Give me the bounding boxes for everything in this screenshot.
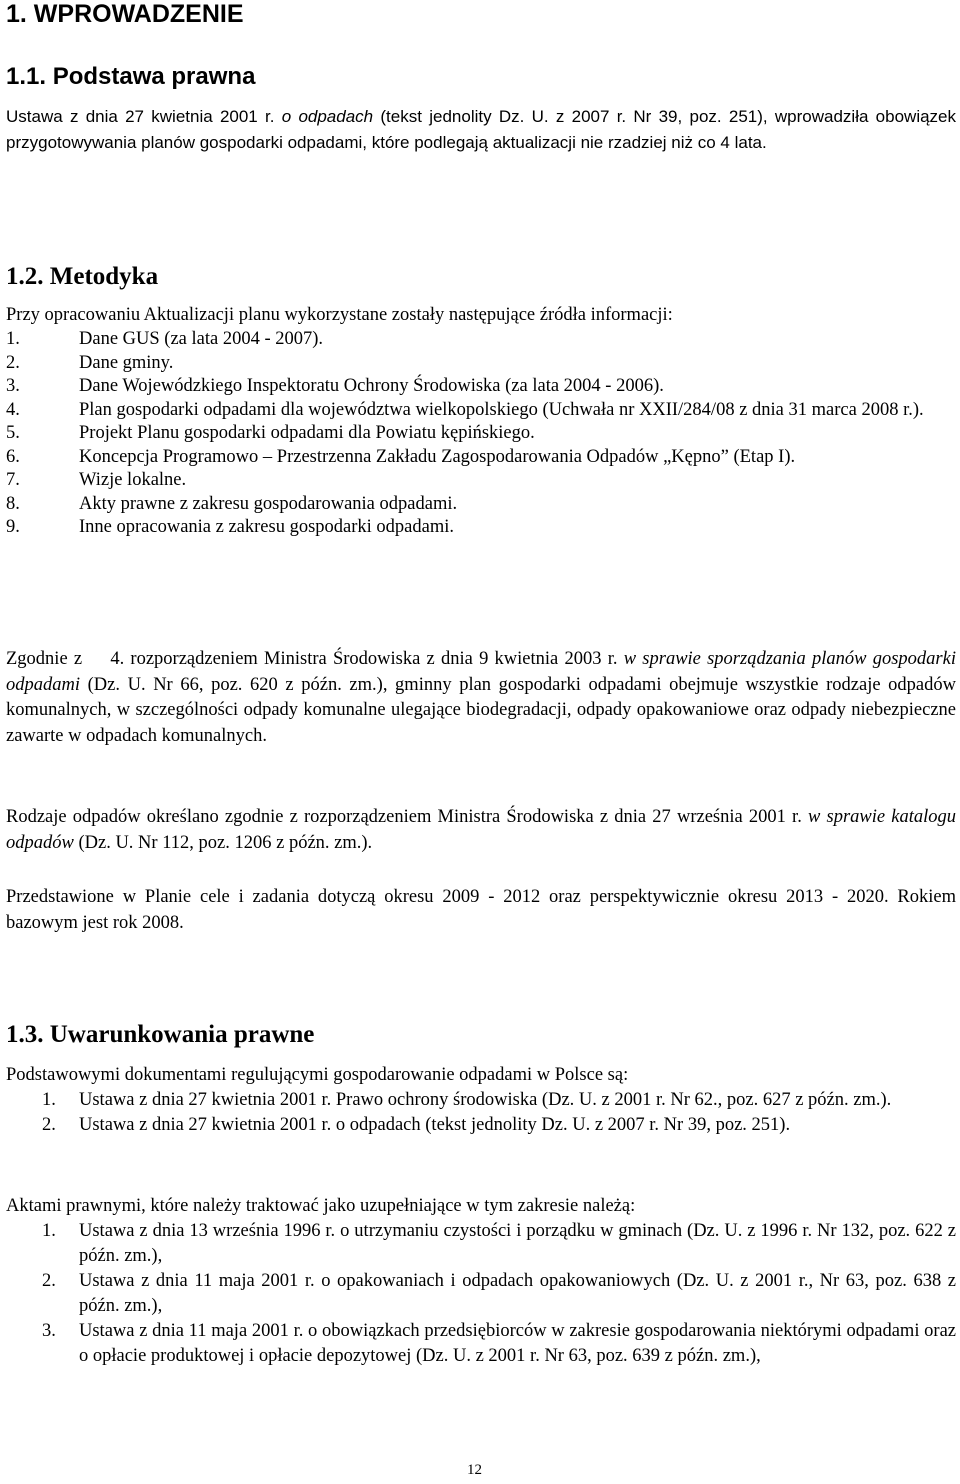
list-item-number: 2. [6,352,20,373]
list-item-text: Ustawa z dnia 11 maja 2001 r. o opakowaniach i odpadach opakowaniowych (Dz. U. z 2001 r., Nr 63, poz. 638 z późn. zm.), [79,1271,956,1316]
list-item [6,1269,956,1319]
legal-basis-italic: o odpadach [281,107,374,126]
waste-types-italic: w sprawie katalogu odpadów [6,807,957,853]
period-paragraph: Przedstawione w Planie cele i zadania dotyczą okresu 2009 - 2012 oraz perspektywicznie okresu 2013 - 2020. Rokiem bazowym jest rok 2008. [6,887,956,933]
list-item [6,446,956,470]
list-item-number: 1. [6,329,20,349]
list-item [6,1113,956,1138]
list-item [6,1088,956,1113]
scope-text-b: 4. rozporządzeniem Ministra Środowiska z dnia 9 kwietnia 2003 r. [110,649,624,669]
list-item-number: 5. [6,423,20,443]
list-item-text: Dane Wojewódzkiego Inspektoratu Ochrony Środowiska (za lata 2004 - 2006). [79,376,664,396]
list-item-number: 4. [6,399,20,420]
list-item [6,493,956,517]
sources-list [6,328,956,540]
basic-docs-intro: Podstawowymi dokumentami regulującymi gospodarowanie odpadami w Polsce są: [6,1065,629,1085]
list-item-number: 2. [42,1271,56,1291]
methodology-intro: Przy opracowaniu Aktualizacji planu wykorzystane zostały następujące źródła informacji: [6,305,673,325]
legal-basis-text-b: (tekst jednolity Dz. U. z 2007 r. Nr 39, poz. 251), wprowadziła obowiązek przygotowywania planów gospodarki odpadami, które podlegają aktualizacji nie rzadziej niż co 4 lata. [6,107,957,152]
section-heading-1-3: 1.3. Uwarunkowania prawne [6,1021,315,1048]
list-item [6,352,956,376]
list-item [6,469,956,493]
list-item [6,422,956,446]
list-item-number: 8. [6,493,20,514]
list-item-number: 7. [6,470,20,490]
list-item-text: Ustawa z dnia 27 kwietnia 2001 r. Prawo ochrony środowiska (Dz. U. z 2001 r. Nr 62., poz. 627 z późn. zm.). [79,1090,892,1110]
page-number: 12 [467,1462,482,1478]
section-heading-1-1: 1.1. Podstawa prawna [6,63,256,90]
list-item-text: Dane GUS (za lata 2004 - 2007). [79,329,324,349]
scope-text-c: (Dz. U. Nr 66, poz. 620 z późn. zm.), gminny plan gospodarki odpadami obejmuje wszystkie rodzaje odpadów komunalnych, w szczególności odpady komunalne ulegające biodegradacji, odpady opakowaniowe oraz odpady niebezpieczne zawarte w odpadach komunalnych. [6,674,956,746]
list-item-number: 9. [6,517,20,537]
list-item-text: Inne opracowania z zakresu gospodarki odpadami. [79,517,454,537]
list-item-number: 3. [42,1321,56,1341]
list-item-number: 3. [6,376,20,396]
supplementary-intro: Aktami prawnymi, które należy traktować jako uzupełniające w tym zakresie należą: [6,1196,636,1216]
list-item [6,375,956,399]
list-item-text: Plan gospodarki odpadami dla województwa wielkopolskiego (Uchwała nr XXII/284/08 z dnia 31 marca 2008 r.). [79,399,924,420]
legal-basis-paragraph [6,104,956,155]
section-heading-1-2: 1.2. Metodyka [6,263,159,290]
legal-basis-text-a: Ustawa z dnia 27 kwietnia 2001 r. [6,107,282,126]
scope-text-a: Zgodnie z [6,649,89,669]
list-item-text: Dane gminy. [79,352,174,373]
list-item-number: 1. [42,1221,56,1241]
waste-types-paragraph [6,805,956,856]
list-item-number: 1. [42,1090,56,1110]
list-item [6,399,956,423]
list-item-number: 6. [6,446,20,467]
scope-italic: w sprawie sporządzania planów gospodarki odpadami [6,649,956,695]
basic-docs-list [6,1088,956,1138]
list-item [6,328,956,352]
list-item [6,1319,956,1369]
list-item [6,1219,956,1269]
list-item-text: Wizje lokalne. [79,470,187,490]
list-item-text: Akty prawne z zakresu gospodarowania odpadami. [79,493,458,514]
supplementary-list [6,1219,956,1369]
list-item-text: Koncepcja Programowo – Przestrzenna Zakładu Zagospodarowania Odpadów „Kępno” (Etap I). [79,446,796,467]
list-item-text: Ustawa z dnia 11 maja 2001 r. o obowiązkach przedsiębiorców w zakresie gospodarowania niektórymi odpadami oraz o opłacie produktowej i opłacie depozytowej (Dz. U. z 2001 r. Nr 63, poz. 639 z późn. zm.), [79,1321,956,1366]
waste-types-text-a: Rodzaje odpadów określano zgodnie z rozporządzeniem Ministra Środowiska z dnia 27 września 2001 r. [6,807,808,827]
waste-types-text-b: (Dz. U. Nr 112, poz. 1206 z późn. zm.). [73,832,373,853]
chapter-heading: 1. WPROWADZENIE [6,0,244,28]
list-item [6,516,956,540]
scope-paragraph [6,647,956,749]
list-item-text: Projekt Planu gospodarki odpadami dla Powiatu kępińskiego. [79,423,535,443]
list-item-text: Ustawa z dnia 27 kwietnia 2001 r. o odpadach (tekst jednolity Dz. U. z 2007 r. Nr 39, poz. 251). [79,1115,791,1135]
list-item-number: 2. [42,1115,56,1135]
list-item-text: Ustawa z dnia 13 września 1996 r. o utrzymaniu czystości i porządku w gminach (Dz. U. z 1996 r. Nr 132, poz. 622 z późn. zm.), [79,1221,956,1266]
